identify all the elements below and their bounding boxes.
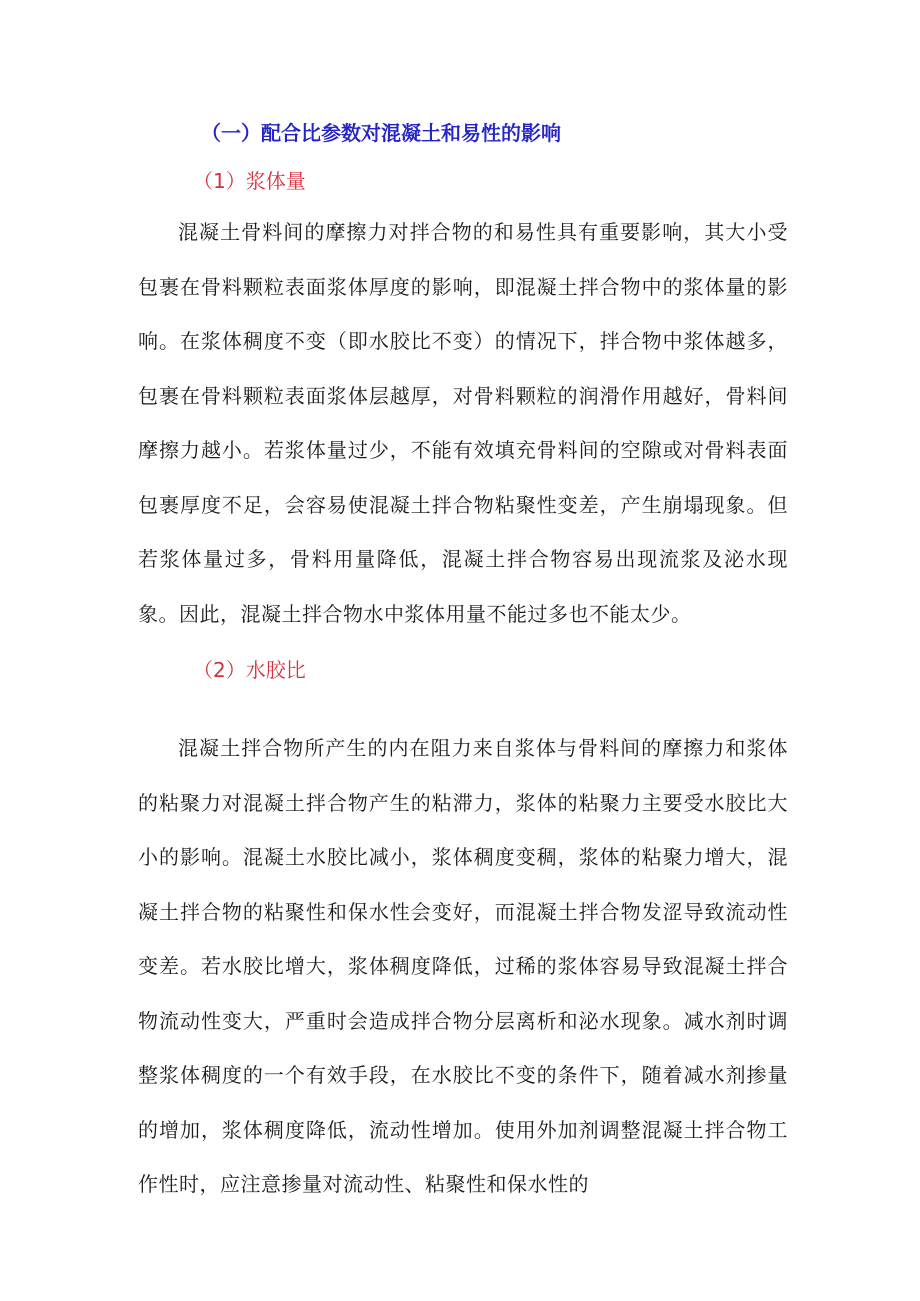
subsection-title-water-binder-ratio: （2）水胶比 xyxy=(193,658,306,682)
subsection-title-paste-volume: （1）浆体量 xyxy=(193,169,306,193)
paragraph-water-binder-ratio: 混凝土拌合物所产生的内在阻力来自浆体与骨料间的摩擦力和浆体的粘聚力对混凝土拌合物产生的粘滞力，浆体的粘聚力主要受水胶比大小的影响。混凝土水胶比减小，浆体稠度变稠，浆体的粘聚力增大，混凝土拌合物的粘聚性和保水性会变好，而混凝土拌合物发涩导致流动性变差。若水胶比增大，浆体稠度降低，过稀的浆体容易导致混凝土拌合物流动性变大，严重时会造成拌合物分层离析和泌水现象。减水剂时调整浆体稠度的一个有效手段，在水胶比不变的条件下，随着减水剂掺量的增加，浆体稠度降低，流动性增加。使用外加剂调整混凝土拌合物工作性时，应注意掺量对流动性、粘聚性和保水性的 xyxy=(138,736,788,1196)
section-heading: （一）配合比参数对混凝土和易性的影响 xyxy=(201,121,561,145)
paragraph-paste-volume: 混凝土骨料间的摩擦力对拌合物的和易性具有重要影响，其大小受包裹在骨料颗粒表面浆体厚度的影响，即混凝土拌合物中的浆体量的影响。在浆体稠度不变（即水胶比不变）的情况下，拌合物中浆体越多，包裹在骨料颗粒表面浆体层越厚，对骨料颗粒的润滑作用越好，骨料间摩擦力越小。若浆体量过少，不能有效填充骨料间的空隙或对骨料表面包裹厚度不足，会容易使混凝土拌合物粘聚性变差，产生崩塌现象。但若浆体量过多，骨料用量降低，混凝土拌合物容易出现流浆及泌水现象。因此，混凝土拌合物水中浆体用量不能过多也不能太少。 xyxy=(138,220,788,626)
